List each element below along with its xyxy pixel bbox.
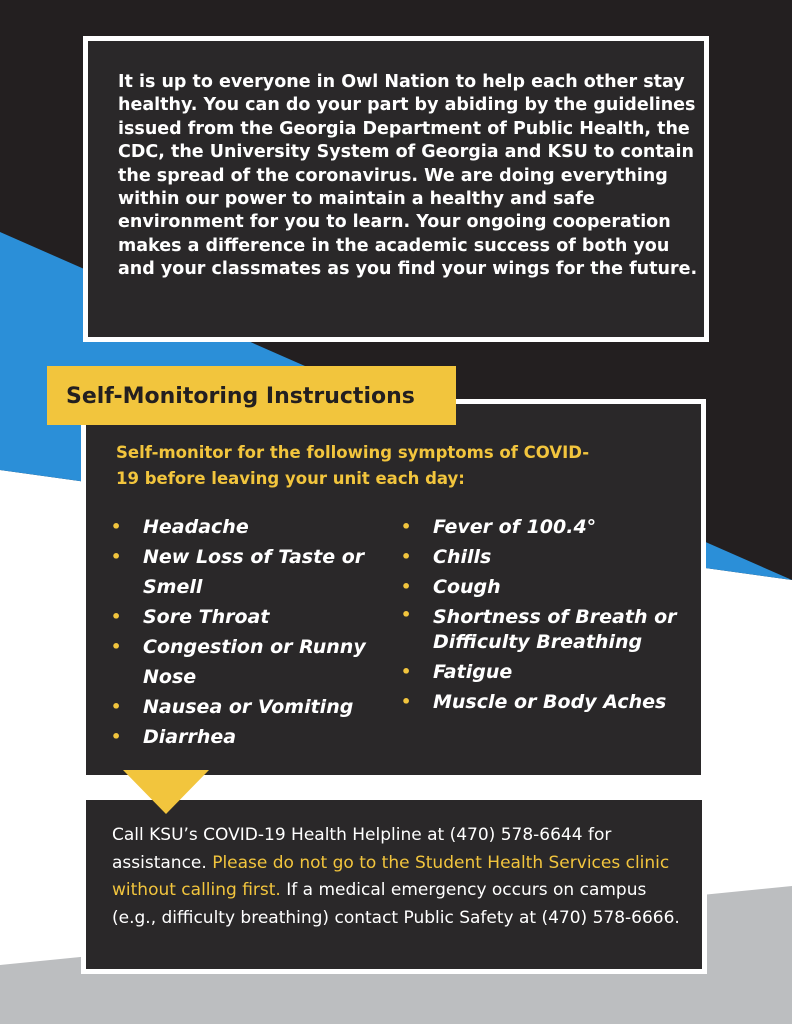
symptom-item <box>398 657 698 687</box>
symptom-list-right <box>398 512 698 717</box>
symptom-item <box>108 722 378 752</box>
symptom-label: Sore Throat <box>143 606 270 628</box>
symptom-label: Fatigue <box>433 661 513 683</box>
symptom-label: Headache <box>143 516 249 538</box>
symptom-item <box>108 512 378 542</box>
symptom-item <box>108 542 378 602</box>
intro-paragraph: It is up to everyone in Owl Nation to help each other stay healthy. You can do your part by abiding by the guidelines issued from the Georgia Department of Public Health, the CDC, the University System of Georgia and KSU to contain the spread of the coronavirus. We are doing everything within our power to maintain a healthy and safe environment for you to learn. Your ongoing cooperation makes a difference in the academic success of both you and your classmates as you find your wings for the future. <box>118 72 698 280</box>
bullet-icon: • <box>401 605 412 624</box>
symptoms-intro-text: Self-monitor for the following symptoms of COVID-19 before leaving your unit each day: <box>116 443 590 488</box>
symptom-list-left <box>108 512 378 752</box>
bullet-icon: • <box>401 547 412 566</box>
bullet-icon: • <box>401 517 412 536</box>
pointer-triangle-icon <box>123 770 209 816</box>
symptom-item <box>398 572 698 602</box>
bullet-icon: • <box>111 547 122 566</box>
bullet-icon: • <box>111 607 122 626</box>
helpline-box <box>81 795 707 974</box>
symptom-label: Cough <box>433 576 501 598</box>
symptom-item <box>108 692 378 722</box>
bullet-icon: • <box>111 727 122 746</box>
bullet-icon: • <box>111 697 122 716</box>
symptom-label: Chills <box>433 546 492 568</box>
symptom-label: Diarrhea <box>143 726 237 748</box>
symptom-label: Muscle or Body Aches <box>433 691 667 713</box>
symptom-item <box>398 687 698 717</box>
bullet-icon: • <box>401 577 412 596</box>
helpline-warning: Please do not go to the Student Health Services clinic without calling first. <box>112 852 670 901</box>
symptom-item <box>398 602 698 657</box>
symptom-item <box>108 602 378 632</box>
bullet-icon: • <box>401 662 412 681</box>
symptom-item <box>398 542 698 572</box>
helpline-paragraph <box>112 822 687 933</box>
symptom-label: Shortness of Breath or Difficulty Breathing <box>433 606 677 653</box>
intro-box <box>83 36 709 342</box>
helpline-text-start: Call KSU’s COVID-19 Health Helpline at (470) 578-6644 for assistance. <box>112 825 612 873</box>
symptom-item <box>398 512 698 542</box>
symptom-label: Nausea or Vomiting <box>143 696 354 718</box>
section-heading-banner <box>47 366 456 425</box>
symptom-label: New Loss of Taste or Smell <box>143 546 365 598</box>
symptoms-box <box>81 399 706 780</box>
symptom-label: Congestion or Runny Nose <box>143 636 366 688</box>
symptom-label: Fever of 100.4° <box>433 516 597 538</box>
symptom-item <box>108 632 378 692</box>
bullet-icon: • <box>111 637 122 656</box>
section-heading: Self-Monitoring Instructions <box>66 384 415 409</box>
bullet-icon: • <box>401 692 412 711</box>
helpline-text-end: If a medical emergency occurs on campus (e.g., difficulty breathing) contact Public Safety at (470) 578-6666. <box>112 880 680 929</box>
bullet-icon: • <box>111 517 122 536</box>
